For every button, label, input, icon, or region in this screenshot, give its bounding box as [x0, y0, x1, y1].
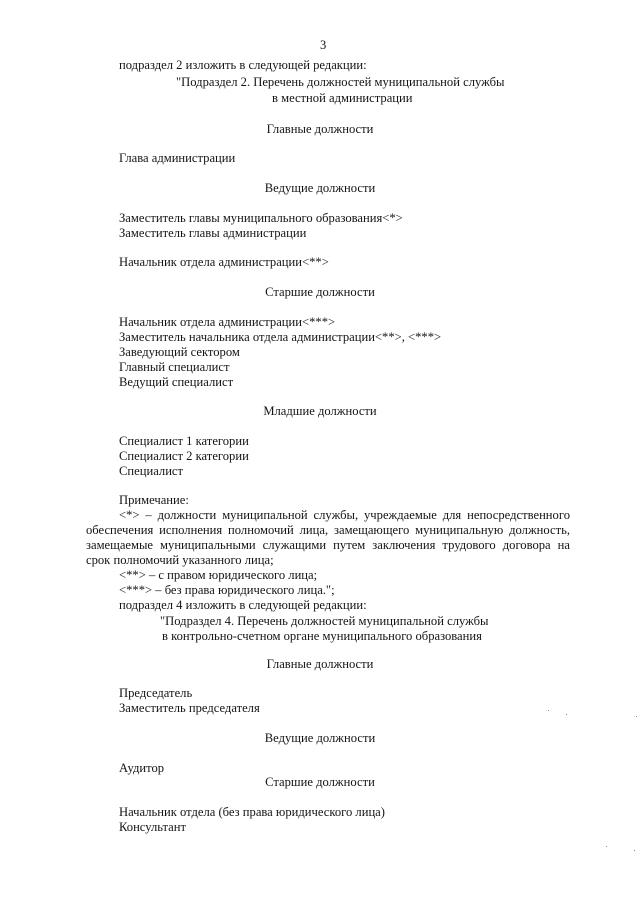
position-item: Заведующий сектором: [119, 345, 240, 359]
position-item: Глава администрации: [119, 151, 236, 165]
position-item: Заместитель начальника отдела администрации<**>, <***>: [119, 330, 442, 344]
heading-senior-positions: Старшие должности: [265, 285, 375, 299]
subsection-2-title-line-2: в местной администрации: [272, 91, 413, 105]
position-item: Председатель: [119, 686, 193, 700]
subsection-4-title-line-1: "Подраздел 4. Перечень должностей муниципальной службы: [160, 614, 489, 628]
position-item: Специалист 2 категории: [119, 449, 249, 463]
note-line: срок полномочий указанного лица;: [86, 553, 274, 567]
scan-speck: [636, 716, 637, 717]
heading-leading-positions: Ведущие должности: [264, 731, 376, 745]
note-line: обеспечения исполнения полномочий лица, замещающего муниципальную должность,: [86, 523, 570, 537]
position-item: Ведущий специалист: [119, 375, 234, 389]
position-item: Заместитель главы администрации: [119, 226, 307, 240]
position-item: Начальник отдела (без права юридического лица): [119, 805, 385, 819]
note-line: <***> – без права юридического лица.";: [119, 583, 335, 597]
heading-senior-positions: Старшие должности: [265, 775, 375, 789]
position-item: Начальник отдела администрации<***>: [119, 315, 336, 329]
page-number: 3: [320, 38, 327, 52]
heading-leading-positions: Ведущие должности: [264, 181, 376, 195]
note-line: <**> – с правом юридического лица;: [119, 568, 318, 582]
heading-main-positions: Главные должности: [266, 657, 374, 671]
note-title: Примечание:: [119, 493, 189, 507]
position-item: Специалист 1 категории: [119, 434, 249, 448]
position-item: Главный специалист: [119, 360, 230, 374]
position-item: Заместитель председателя: [119, 701, 260, 715]
subsection-2-title-line-1: "Подраздел 2. Перечень должностей муниципальной службы: [176, 75, 505, 89]
scan-speck: [634, 850, 635, 851]
scan-speck: [548, 710, 549, 711]
position-item: Начальник отдела администрации<**>: [119, 255, 329, 269]
position-item: Аудитор: [119, 761, 165, 775]
heading-junior-positions: Младшие должности: [263, 404, 377, 418]
note-line: замещаемые муниципальными служащими путем заключения трудового договора на: [86, 538, 570, 552]
scan-speck: [606, 846, 607, 847]
note-line: <*> – должности муниципальной службы, учреждаемые для непосредственного: [119, 508, 570, 522]
amendment-intro-subsection-4: подраздел 4 изложить в следующей редакции:: [119, 598, 367, 612]
scan-speck: [566, 714, 567, 715]
amendment-intro-subsection-2: подраздел 2 изложить в следующей редакции:: [119, 58, 367, 72]
position-item: Специалист: [119, 464, 184, 478]
subsection-4-title-line-2: в контрольно-счетном органе муниципального образования: [162, 629, 482, 643]
position-item: Заместитель главы муниципального образования<*>: [119, 211, 403, 225]
heading-main-positions: Главные должности: [266, 122, 374, 136]
position-item: Консультант: [119, 820, 187, 834]
